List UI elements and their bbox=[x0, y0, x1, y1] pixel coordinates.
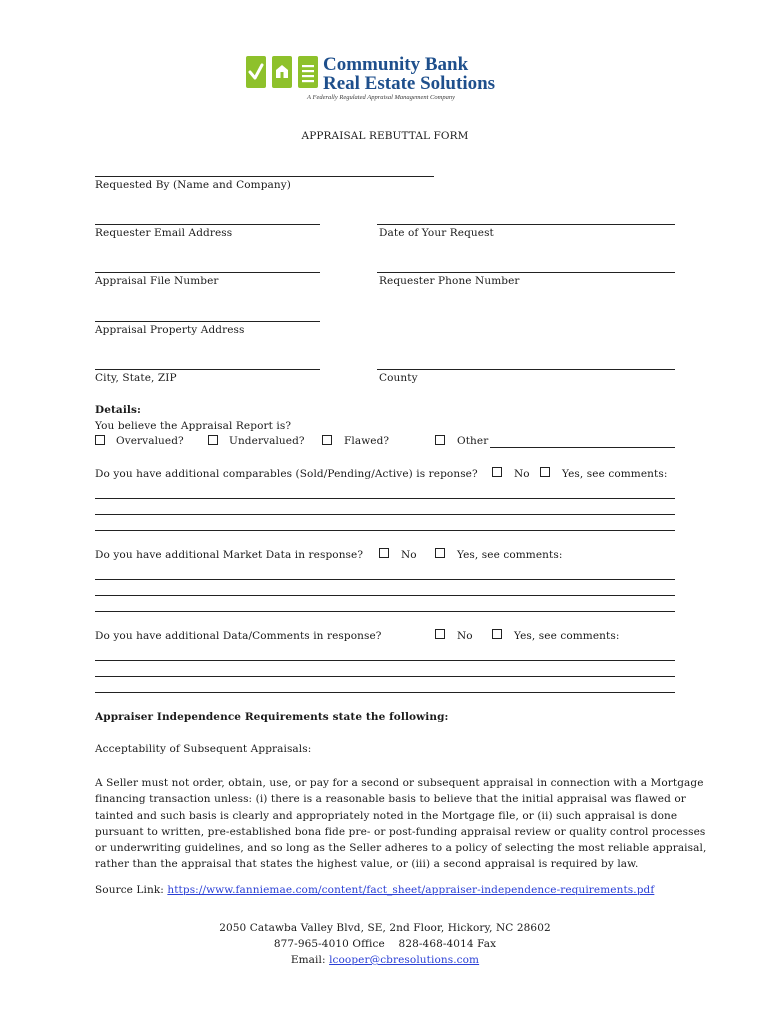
market-data-yes-label: Yes, see comments: bbox=[457, 549, 563, 561]
market-data-yes-checkbox[interactable] bbox=[435, 548, 445, 558]
body-line: or underwriting guidelines, and so long as the Seller adheres to a policy of selecting the most reliable appraisal, bbox=[95, 842, 707, 855]
county-field[interactable] bbox=[377, 369, 675, 370]
comparables-yes-checkbox[interactable] bbox=[540, 467, 550, 477]
footer-email-row bbox=[0, 954, 770, 966]
requester-email-label: Requester Email Address bbox=[95, 227, 233, 239]
market-data-comment-line-3[interactable] bbox=[95, 611, 675, 612]
market-data-comment-line-1[interactable] bbox=[95, 579, 675, 580]
city-state-zip-label: City, State, ZIP bbox=[95, 372, 177, 384]
requested-by-label: Requested By (Name and Company) bbox=[95, 179, 292, 191]
market-data-comment-line-2[interactable] bbox=[95, 595, 675, 596]
independence-subheading: Acceptability of Subsequent Appraisals: bbox=[95, 743, 312, 755]
request-date-field[interactable] bbox=[377, 224, 675, 225]
flawed-label: Flawed? bbox=[344, 435, 390, 447]
source-link-row bbox=[95, 884, 654, 896]
body-line: financing transaction unless: (i) there is a reasonable basis to believe that the initial appraisal was flawed or bbox=[95, 793, 686, 806]
overvalued-checkbox[interactable] bbox=[95, 435, 105, 445]
appraisal-file-number-field[interactable] bbox=[95, 272, 320, 273]
document-tile-icon bbox=[298, 56, 318, 88]
data-comments-no-label: No bbox=[457, 630, 473, 642]
property-address-field[interactable] bbox=[95, 321, 320, 322]
requester-email-field[interactable] bbox=[95, 224, 320, 225]
market-data-no-checkbox[interactable] bbox=[379, 548, 389, 558]
footer-address: 2050 Catawba Valley Blvd, SE, 2nd Floor, Hickory, NC 28602 bbox=[219, 922, 551, 934]
house-tile-icon bbox=[272, 56, 292, 88]
body-line: rather than the appraisal that states the highest value, or (iii) a second appraisal is required by law. bbox=[95, 858, 639, 871]
logo-line-1: Community Bank bbox=[323, 54, 469, 75]
source-label: Source Link: bbox=[95, 884, 164, 896]
city-state-zip-field[interactable] bbox=[95, 369, 320, 370]
requested-by-field[interactable] bbox=[95, 176, 434, 177]
property-address-label: Appraisal Property Address bbox=[95, 324, 245, 336]
body-line: pursuant to written, pre-established bona fide pre- or post-funding appraisal review or quality control processes bbox=[95, 825, 706, 838]
logo-tagline: A Federally Regulated Appraisal Management Company bbox=[307, 94, 455, 101]
other-label: Other bbox=[457, 435, 489, 447]
details-heading: Details: bbox=[95, 404, 142, 416]
footer-email-link[interactable]: lcooper@cbresolutions.com bbox=[329, 954, 480, 966]
body-line: tainted and such basis is clearly and appropriately noted in the Mortgage file, or (ii) such appraisal is done bbox=[95, 809, 678, 822]
comparables-no-checkbox[interactable] bbox=[492, 467, 502, 477]
check-tile-icon bbox=[246, 56, 266, 88]
body-line: A Seller must not order, obtain, use, or pay for a second or subsequent appraisal in connection with a Mortgage bbox=[95, 777, 704, 789]
requester-phone-label: Requester Phone Number bbox=[379, 275, 520, 287]
footer-email-label: Email: bbox=[290, 954, 326, 966]
data-comments-comment-line-1[interactable] bbox=[95, 660, 675, 661]
data-comments-comment-line-2[interactable] bbox=[95, 676, 675, 677]
data-comments-no-checkbox[interactable] bbox=[435, 629, 445, 639]
other-checkbox[interactable] bbox=[435, 435, 445, 445]
details-question: You believe the Appraisal Report is? bbox=[95, 420, 292, 432]
comparables-yes-label: Yes, see comments: bbox=[562, 468, 668, 480]
independence-heading: Appraiser Independence Requirements state the following: bbox=[95, 711, 449, 723]
undervalued-checkbox[interactable] bbox=[208, 435, 218, 445]
other-field[interactable] bbox=[490, 447, 675, 448]
comparables-no-label: No bbox=[514, 468, 530, 480]
requester-phone-field[interactable] bbox=[377, 272, 675, 273]
request-date-label: Date of Your Request bbox=[379, 227, 494, 239]
data-comments-yes-label: Yes, see comments: bbox=[514, 630, 620, 642]
appraisal-file-number-label: Appraisal File Number bbox=[95, 275, 219, 287]
comparables-question: Do you have additional comparables (Sold/Pending/Active) is reponse? bbox=[95, 468, 478, 480]
source-link[interactable]: https://www.fanniemae.com/content/fact_sheet/appraiser-independence-requirements.pdf bbox=[167, 884, 655, 896]
data-comments-yes-checkbox[interactable] bbox=[492, 629, 502, 639]
market-data-question: Do you have additional Market Data in response? bbox=[95, 549, 364, 561]
comparables-comment-line-1[interactable] bbox=[95, 498, 675, 499]
data-comments-comment-line-3[interactable] bbox=[95, 692, 675, 693]
data-comments-question: Do you have additional Data/Comments in response? bbox=[95, 630, 382, 642]
form-title: APPRAISAL REBUTTAL FORM bbox=[301, 130, 469, 142]
flawed-checkbox[interactable] bbox=[322, 435, 332, 445]
market-data-no-label: No bbox=[401, 549, 417, 561]
comparables-comment-line-2[interactable] bbox=[95, 514, 675, 515]
independence-body bbox=[95, 775, 707, 873]
logo-line-2: Real Estate Solutions bbox=[323, 73, 496, 94]
county-label: County bbox=[379, 372, 418, 384]
overvalued-label: Overvalued? bbox=[116, 435, 184, 447]
comparables-comment-line-3[interactable] bbox=[95, 530, 675, 531]
undervalued-label: Undervalued? bbox=[229, 435, 305, 447]
footer-phones: 877-965-4010 Office 828-468-4014 Fax bbox=[273, 938, 497, 950]
